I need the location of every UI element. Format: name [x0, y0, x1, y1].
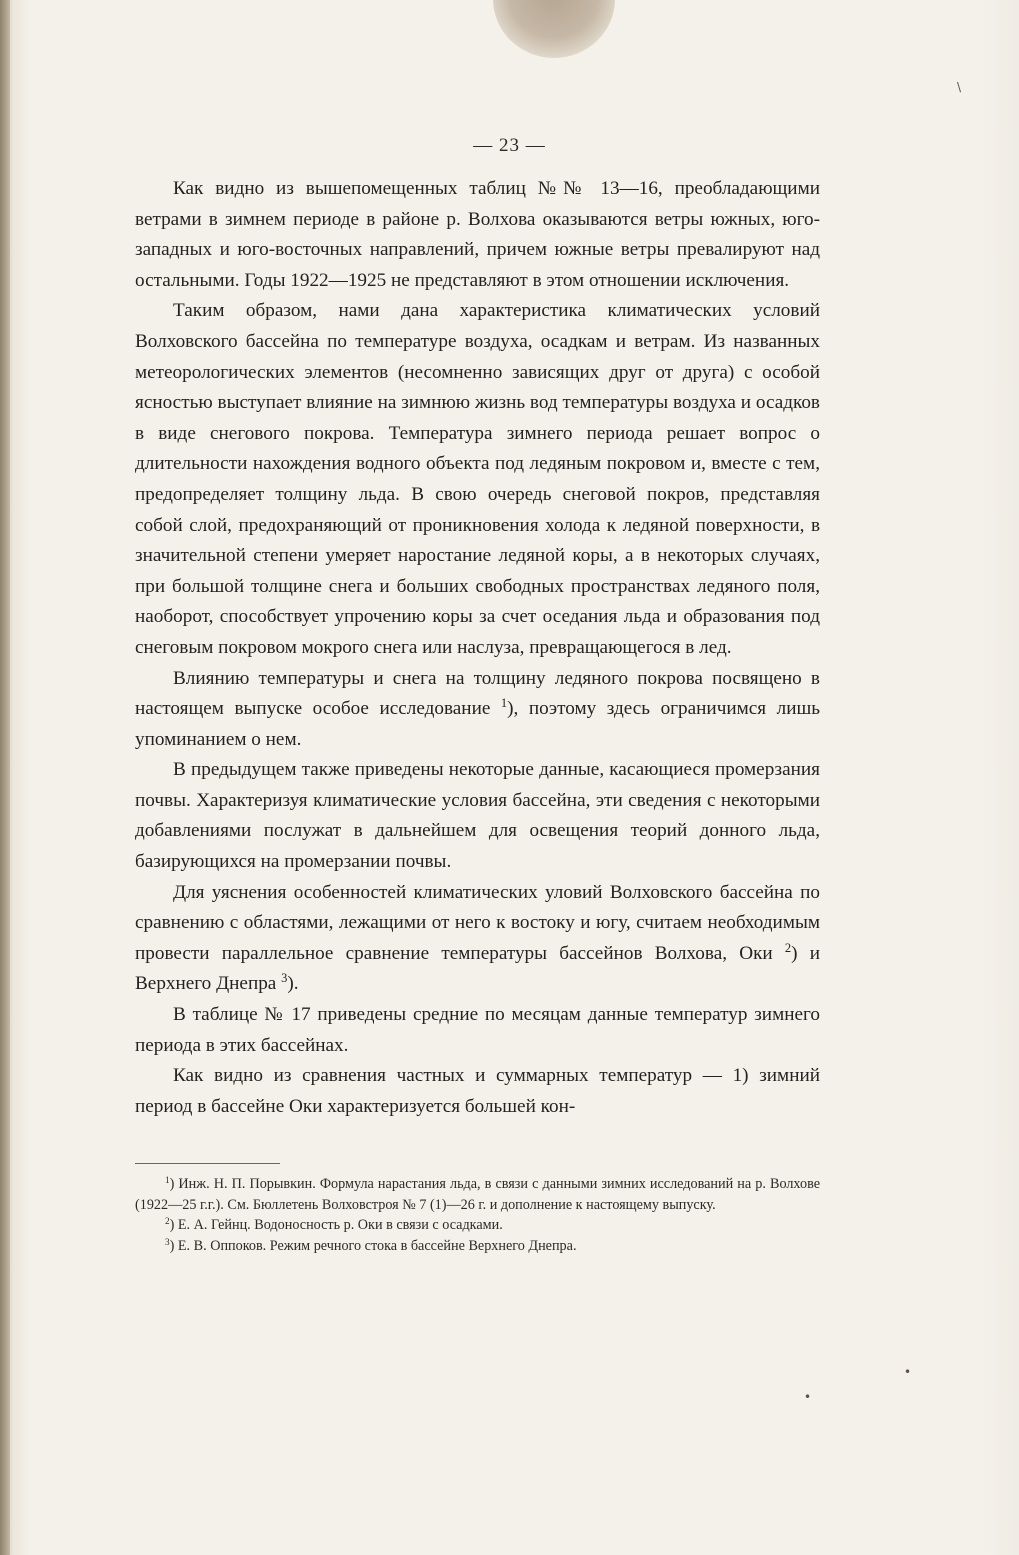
paragraph-text: ).: [287, 973, 299, 995]
footnote-ref: 2: [784, 940, 792, 955]
footnote: [135, 1215, 820, 1236]
footnote-divider: [135, 1163, 280, 1164]
main-text: [135, 174, 820, 1122]
footnote: [135, 1174, 820, 1215]
margin-dot: •: [904, 1365, 912, 1379]
paragraph-text: Влиянию температуры и снега на толщину ледяного покрова посвящено в настоящем выпуске особое исследование: [135, 667, 820, 720]
footnote-text: ) Инж. Н. П. Порывкин. Формула нарастания льда, в связи с данными зимних исследований на р. Волхове (1922—25 г.г.). См. Бюллетень Волховстроя № 7 (1)—26 г. и дополнение к настоящему выпуску.: [135, 1176, 820, 1213]
paragraph-text: Для уяснения особенностей климатических уловий Волховского бассейна по сравнению с областями, лежащими от него к востоку и югу, считаем необходимым провести параллельное сравнение температуры бассейнов Волхова, Оки: [135, 881, 820, 964]
margin-dot: •: [804, 1390, 812, 1404]
footnote-ref: 1: [500, 696, 508, 711]
paragraph-text: ) и Верхнего Днепра: [135, 942, 820, 995]
footnote: [135, 1236, 820, 1257]
paragraph: [135, 664, 820, 756]
paragraph: Как видно из сравнения частных и суммарных температур — 1) зимний период в бассейне Оки характеризуется большей кон-: [135, 1065, 820, 1117]
paper-stain: [493, 0, 615, 58]
paragraph: В предыдущем также приведены некоторые данные, касающиеся промерзания почвы. Характеризуя климатические условия бассейна, эти сведения с некоторыми добавлениями послужат в дальнейшем для освещения теорий донного льда, базирующихся на промерзании почвы.: [135, 759, 820, 873]
footnote-mark: 3: [165, 1236, 170, 1247]
paragraph: Как видно из вышепомещенных таблиц №№ 13—16, преобладающими ветрами в зимнем периоде в районе р. Волхова оказываются ветры южных, юго-западных и юго-восточных направлений, причем южные ветры превалируют над остальными. Годы 1922—1925 не представляют в этом отношении исключения.: [135, 178, 820, 291]
binding-edge: [0, 0, 10, 1555]
paragraph: В таблице № 17 приведены средние по месяцам данные температур зимнего периода в этих бассейнах.: [135, 1004, 820, 1056]
paragraph: [135, 878, 820, 1000]
paragraph: Таким образом, нами дана характеристика климатических условий Волховского бассейна по температуре воздуха, осадкам и ветрам. Из названных метеорологических элементов (несомненно зависящих друг от друга) с особой ясностью выступает влияние на зимнюю жизнь вод температуры воздуха и осадков в виде снегового покрова. Температура зимнего периода решает вопрос о длительности нахождения водного объекта под ледяным покровом и, вместе с тем, предопределяет толщину льда. В свою очередь снеговой покров, представляя собой слой, предохраняющий от проникновения холода к ледяной поверхности, в значительной степени умеряет наростание ледяной коры, а в некоторых случаях, при большой толщине снега и больших свободных пространствах ледяного поля, наоборот, способствует упрочению коры за счет оседания льда и образования под снеговым покровом мокрого снега или наслуза, превращающегося в лед.: [135, 300, 820, 658]
footnote-mark: 2: [165, 1215, 170, 1226]
page-number: — 23 —: [473, 135, 546, 156]
footnote-text: ) Е. В. Оппоков. Режим речного стока в бассейне Верхнего Днепра.: [169, 1237, 577, 1254]
footnote-mark: 1: [165, 1174, 170, 1185]
margin-mark: \: [957, 80, 962, 94]
footnote-text: ) Е. А. Гейнц. Водоносность р. Оки в связи с осадками.: [169, 1217, 503, 1233]
footnote-ref: 3: [281, 971, 288, 986]
paragraph-text: ), поэтому здесь ограничимся лишь упоминанием о нем.: [135, 698, 820, 750]
footnotes: [135, 1174, 820, 1256]
